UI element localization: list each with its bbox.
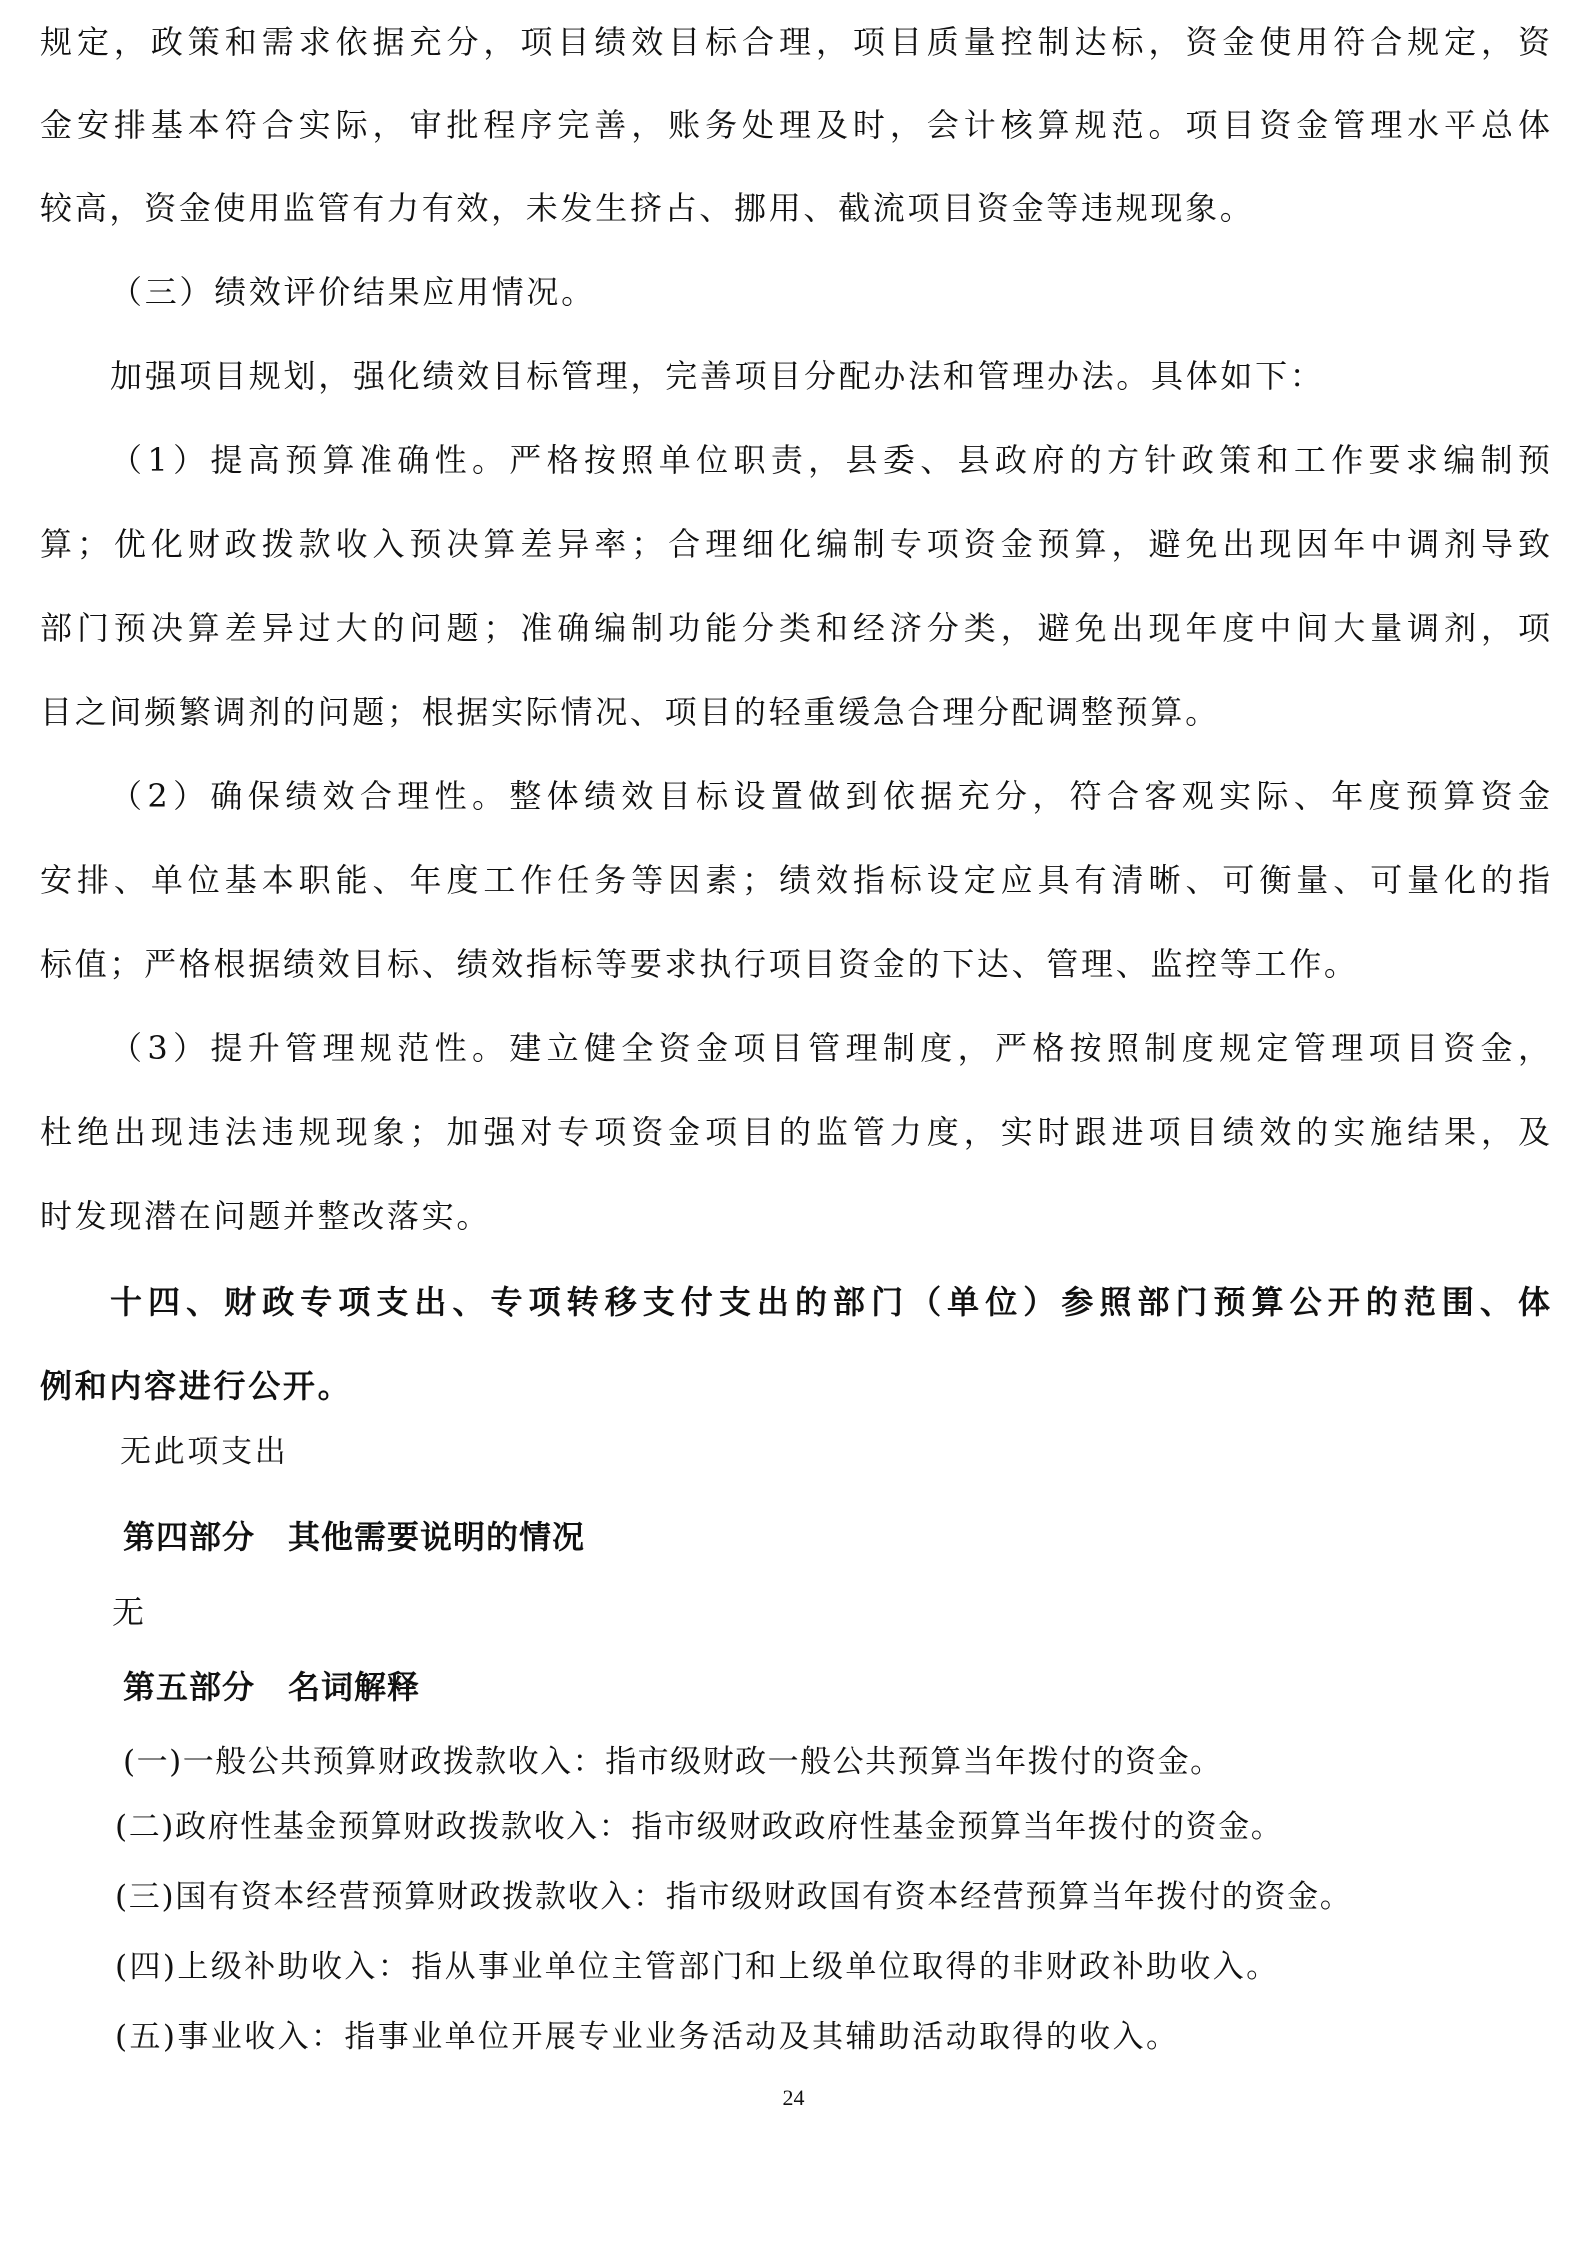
body-text-line: （3）提升管理规范性。建立健全资金项目管理制度，严格按照制度规定管理项目资金，	[110, 1029, 1550, 1067]
body-text-line: （1）提高预算准确性。严格按照单位职责，县委、县政府的方针政策和工作要求编制预	[110, 441, 1550, 479]
body-text-line: 杜绝出现违法违规现象；加强对专项资金项目的监管力度，实时跟进项目绩效的实施结果，及	[40, 1113, 1550, 1151]
section-heading: （三）绩效评价结果应用情况。	[110, 273, 596, 311]
body-text-line: 金安排基本符合实际，审批程序完善，账务处理及时，会计核算规范。项目资金管理水平总体	[40, 106, 1550, 144]
body-text-line: 部门预决算差异过大的问题；准确编制功能分类和经济分类，避免出现年度中间大量调剂，项	[40, 609, 1550, 647]
part-heading: 第五部分 名词解释	[123, 1668, 421, 1706]
section-heading: 十四、财政专项支出、专项转移支付支出的部门（单位）参照部门预算公开的范围、体	[110, 1283, 1550, 1321]
section-heading: 例和内容进行公开。	[40, 1367, 353, 1405]
body-text-line: （2）确保绩效合理性。整体绩效目标设置做到依据充分，符合客观实际、年度预算资金	[110, 777, 1550, 815]
body-text-line: 无此项支出	[120, 1434, 289, 1470]
term-definition: (二)政府性基金预算财政拨款收入：指市级财政政府性基金预算当年拨付的资金。	[115, 1809, 1284, 1845]
body-text-line: 目之间频繁调剂的问题；根据实际情况、项目的轻重缓急合理分配调整预算。	[40, 693, 1220, 731]
term-definition: (一)一般公共预算财政拨款收入：指市级财政一般公共预算当年拨付的资金。	[123, 1744, 1223, 1780]
body-text-line: 标值；严格根据绩效目标、绩效指标等要求执行项目资金的下达、管理、监控等工作。	[40, 945, 1359, 983]
body-text-line: 无	[112, 1593, 147, 1631]
term-definition: (三)国有资本经营预算财政拨款收入：指市级财政国有资本经营预算当年拨付的资金。	[115, 1879, 1353, 1915]
body-text-line: 算；优化财政拨款收入预决算差异率；合理细化编制专项资金预算，避免出现因年中调剂导致	[40, 525, 1550, 563]
term-definition: (五)事业收入：指事业单位开展专业业务活动及其辅助活动取得的收入。	[115, 2019, 1180, 2055]
body-text-line: 加强项目规划，强化绩效目标管理，完善项目分配办法和管理办法。具体如下：	[110, 357, 1325, 395]
part-heading: 第四部分 其他需要说明的情况	[123, 1518, 586, 1556]
body-text-line: 较高，资金使用监管有力有效，未发生挤占、挪用、截流项目资金等违规现象。	[40, 189, 1255, 227]
page-number: 24	[782, 2085, 805, 2110]
body-text-line: 安排、单位基本职能、年度工作任务等因素；绩效指标设定应具有清晰、可衡量、可量化的指	[40, 861, 1550, 899]
term-definition: (四)上级补助收入：指从事业单位主管部门和上级单位取得的非财政补助收入。	[115, 1949, 1280, 1985]
body-text-line: 规定，政策和需求依据充分，项目绩效目标合理，项目质量控制达标，资金使用符合规定，资	[40, 23, 1550, 61]
body-text-line: 时发现潜在问题并整改落实。	[40, 1197, 492, 1235]
